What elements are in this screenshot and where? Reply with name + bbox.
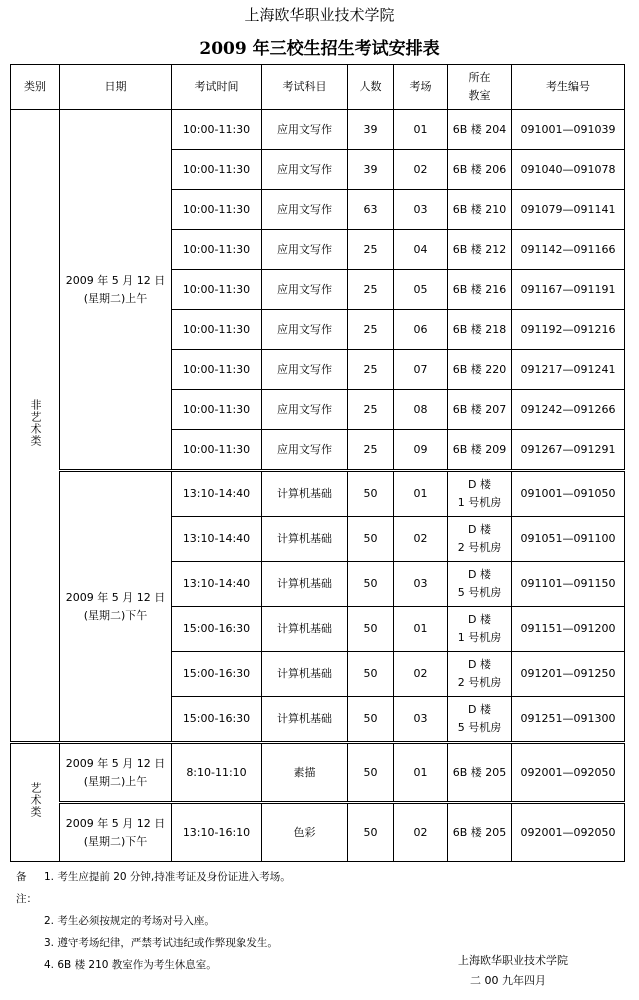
notes-label: 备注： — [16, 871, 37, 905]
ids-cell: 091201—091250 — [512, 652, 625, 697]
ids-cell: 091167—091191 — [512, 270, 625, 310]
room-cell: 02 — [394, 150, 448, 190]
room-cell: 06 — [394, 310, 448, 350]
classroom-cell: 6B 楼 207 — [448, 390, 512, 430]
classroom-cell: 6B 楼 218 — [448, 310, 512, 350]
classroom-cell: 6B 楼 212 — [448, 230, 512, 270]
count-cell: 50 — [348, 697, 394, 743]
ids-cell: 091001—091050 — [512, 471, 625, 517]
date-line: 2009 年 5 月 12 日 — [65, 590, 166, 604]
ids-cell: 091151—091200 — [512, 607, 625, 652]
table-row — [11, 110, 625, 150]
subject-cell: 计算机基础 — [262, 652, 348, 697]
date-cell — [60, 803, 172, 862]
classroom-cell: D 楼 5 号机房 — [448, 697, 512, 743]
date-line: 2009 年 5 月 12 日 — [65, 816, 166, 830]
category-cell — [11, 110, 60, 743]
count-cell: 50 — [348, 562, 394, 607]
exam-schedule-table — [10, 64, 625, 862]
document-title: 2009 年三校生招生考试安排表 — [199, 39, 440, 59]
ids-cell: 091192—091216 — [512, 310, 625, 350]
room-cell: 04 — [394, 230, 448, 270]
time-cell: 10:00-11:30 — [172, 390, 262, 430]
count-cell: 25 — [348, 310, 394, 350]
ids-cell: 091040—091078 — [512, 150, 625, 190]
classroom-cell: D 楼 5 号机房 — [448, 562, 512, 607]
classroom-cell: 6B 楼 204 — [448, 110, 512, 150]
time-cell: 13:10-14:40 — [172, 471, 262, 517]
header-subject: 考试科目 — [262, 65, 348, 110]
count-cell: 39 — [348, 150, 394, 190]
time-cell: 13:10-14:40 — [172, 517, 262, 562]
room-cell: 02 — [394, 652, 448, 697]
ids-cell: 091079—091141 — [512, 190, 625, 230]
room-cell: 02 — [394, 803, 448, 862]
subject-cell: 素描 — [262, 743, 348, 803]
count-cell: 50 — [348, 652, 394, 697]
date-cell — [60, 471, 172, 743]
subject-cell: 应用文写作 — [262, 270, 348, 310]
time-cell: 10:00-11:30 — [172, 350, 262, 390]
classroom-cell: 6B 楼 206 — [448, 150, 512, 190]
weekday-line: (星期二)下午 — [83, 834, 148, 848]
ids-cell: 091051—091100 — [512, 517, 625, 562]
room-cell: 01 — [394, 471, 448, 517]
table-row — [11, 803, 625, 862]
ids-cell: 091267—091291 — [512, 430, 625, 471]
count-cell: 50 — [348, 471, 394, 517]
subject-cell: 计算机基础 — [262, 607, 348, 652]
time-cell: 10:00-11:30 — [172, 430, 262, 471]
header-category: 类别 — [11, 65, 60, 110]
time-cell: 15:00-16:30 — [172, 607, 262, 652]
time-cell: 8:10-11:10 — [172, 743, 262, 803]
date-cell — [60, 110, 172, 471]
room-cell: 02 — [394, 517, 448, 562]
subject-cell: 应用文写作 — [262, 430, 348, 471]
classroom-cell: 6B 楼 209 — [448, 430, 512, 471]
subject-cell: 计算机基础 — [262, 471, 348, 517]
time-cell: 10:00-11:30 — [172, 190, 262, 230]
count-cell: 50 — [348, 607, 394, 652]
time-cell: 13:10-16:10 — [172, 803, 262, 862]
note-item: 2. 考生必须按规定的考场对号入座。 — [44, 915, 215, 927]
ids-cell: 092001—092050 — [512, 743, 625, 803]
room-cell: 08 — [394, 390, 448, 430]
subject-cell: 应用文写作 — [262, 310, 348, 350]
category-label: 非艺术类 — [29, 398, 42, 447]
classroom-cell: 6B 楼 210 — [448, 190, 512, 230]
classroom-cell: 6B 楼 205 — [448, 743, 512, 803]
count-cell: 50 — [348, 743, 394, 803]
category-label: 艺术类 — [29, 781, 42, 818]
count-cell: 25 — [348, 350, 394, 390]
time-cell: 15:00-16:30 — [172, 652, 262, 697]
classroom-cell: 6B 楼 205 — [448, 803, 512, 862]
subject-cell: 计算机基础 — [262, 562, 348, 607]
time-cell: 10:00-11:30 — [172, 270, 262, 310]
count-cell: 50 — [348, 803, 394, 862]
time-cell: 10:00-11:30 — [172, 310, 262, 350]
footer-school: 上海欧华职业技术学院 — [458, 954, 568, 967]
room-cell: 05 — [394, 270, 448, 310]
classroom-cell: 6B 楼 216 — [448, 270, 512, 310]
subject-cell: 应用文写作 — [262, 390, 348, 430]
room-cell: 09 — [394, 430, 448, 471]
ids-cell: 091242—091266 — [512, 390, 625, 430]
note-item: 3. 遵守考场纪律，严禁考试违纪或作弊现象发生。 — [44, 937, 278, 949]
room-cell: 07 — [394, 350, 448, 390]
table-row — [11, 743, 625, 803]
header-room: 考场 — [394, 65, 448, 110]
time-cell: 13:10-14:40 — [172, 562, 262, 607]
date-cell — [60, 743, 172, 803]
date-line: 2009 年 5 月 12 日 — [65, 756, 166, 770]
header-count: 人数 — [348, 65, 394, 110]
subject-cell: 计算机基础 — [262, 697, 348, 743]
count-cell: 25 — [348, 230, 394, 270]
classroom-cell: D 楼 2 号机房 — [448, 652, 512, 697]
classroom-cell: D 楼 1 号机房 — [448, 471, 512, 517]
room-cell: 03 — [394, 190, 448, 230]
room-cell: 03 — [394, 562, 448, 607]
school-name: 上海欧华职业技术学院 — [244, 6, 395, 24]
subject-cell: 计算机基础 — [262, 517, 348, 562]
room-cell: 01 — [394, 607, 448, 652]
room-cell: 03 — [394, 697, 448, 743]
header-classroom: 所在 教室 — [448, 65, 512, 110]
ids-cell: 092001—092050 — [512, 803, 625, 862]
count-cell: 63 — [348, 190, 394, 230]
ids-cell: 091001—091039 — [512, 110, 625, 150]
classroom-cell: D 楼 2 号机房 — [448, 517, 512, 562]
header-time: 考试时间 — [172, 65, 262, 110]
subject-cell: 应用文写作 — [262, 350, 348, 390]
ids-cell: 091101—091150 — [512, 562, 625, 607]
count-cell: 25 — [348, 430, 394, 471]
ids-cell: 091142—091166 — [512, 230, 625, 270]
weekday-line: (星期二)上午 — [83, 774, 148, 788]
time-cell: 10:00-11:30 — [172, 110, 262, 150]
date-line: 2009 年 5 月 12 日 — [65, 273, 166, 287]
weekday-line: (星期二)上午 — [83, 291, 148, 305]
count-cell: 39 — [348, 110, 394, 150]
subject-cell: 应用文写作 — [262, 150, 348, 190]
category-cell — [11, 743, 60, 862]
count-cell: 25 — [348, 390, 394, 430]
ids-cell: 091251—091300 — [512, 697, 625, 743]
subject-cell: 应用文写作 — [262, 190, 348, 230]
note-item: 4. 6B 楼 210 教室作为考生休息室。 — [44, 959, 217, 971]
table-row — [11, 471, 625, 517]
note-item: 1. 考生应提前 20 分钟,持准考证及身份证进入考场。 — [44, 871, 291, 883]
time-cell: 15:00-16:30 — [172, 697, 262, 743]
weekday-line: (星期二)下午 — [83, 608, 148, 622]
header-ids: 考生编号 — [512, 65, 625, 110]
subject-cell: 色彩 — [262, 803, 348, 862]
table-header-row — [11, 65, 625, 110]
room-cell: 01 — [394, 110, 448, 150]
footer-date: 二 00 九年四月 — [470, 974, 546, 987]
subject-cell: 应用文写作 — [262, 230, 348, 270]
ids-cell: 091217—091241 — [512, 350, 625, 390]
classroom-cell: D 楼 1 号机房 — [448, 607, 512, 652]
time-cell: 10:00-11:30 — [172, 150, 262, 190]
subject-cell: 应用文写作 — [262, 110, 348, 150]
notes — [16, 866, 291, 976]
classroom-cell: 6B 楼 220 — [448, 350, 512, 390]
time-cell: 10:00-11:30 — [172, 230, 262, 270]
room-cell: 01 — [394, 743, 448, 803]
count-cell: 50 — [348, 517, 394, 562]
header-date: 日期 — [60, 65, 172, 110]
count-cell: 25 — [348, 270, 394, 310]
